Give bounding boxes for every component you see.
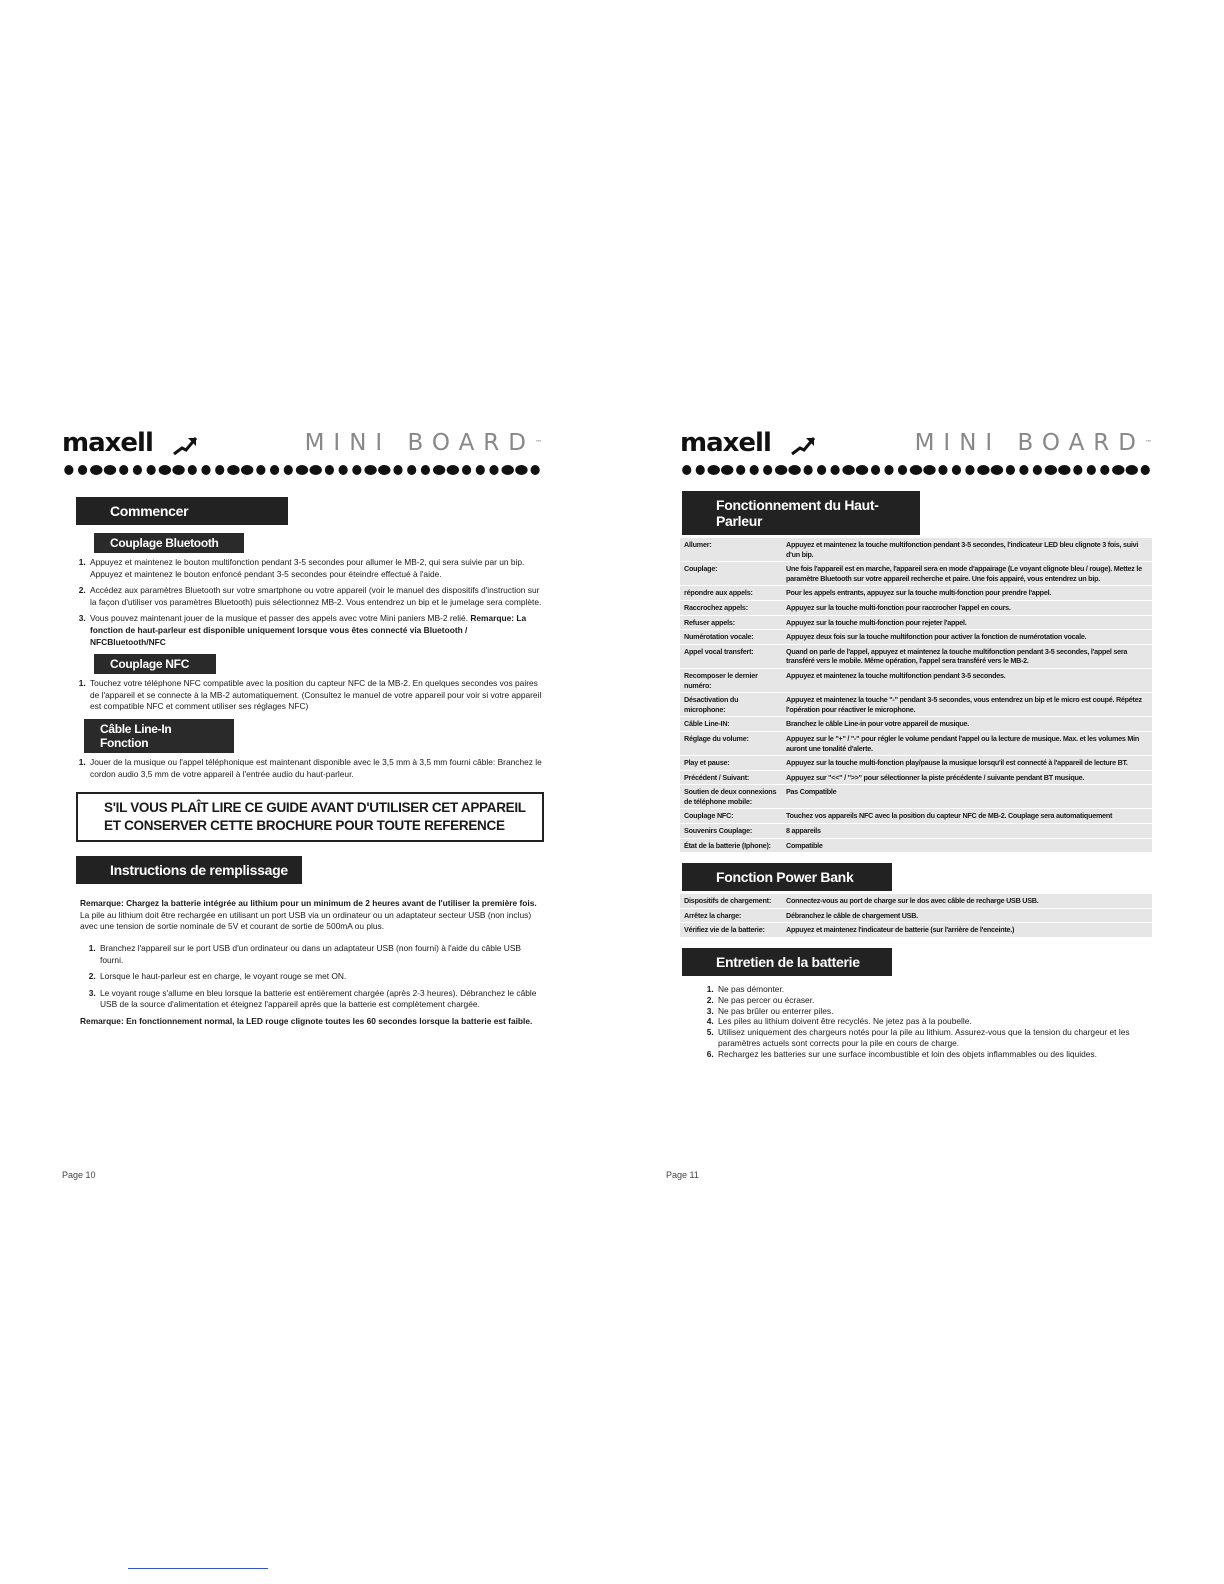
list-item: 3. Le voyant rouge s'allume en bleu lorsque la batterie est entièrement chargée (après 2-3 heures). Débranchez le câble USB de la source d'alimentation et éteignez l'appareil après que la batterie est complètement chargée. [98,988,542,1011]
list-item: 1. Ne pas démonter. [716,984,1152,995]
section-fill-instructions: Instructions de remplissage [76,856,302,884]
list-item: 6. Rechargez les batteries sur une surface incombustible et loin des objets inflammables ou des liquides. [716,1049,1152,1060]
function-name: Play et pause: [680,756,782,770]
decorative-dot [842,465,854,475]
function-name: État de la batterie (Iphone): [680,839,782,853]
decorative-dot [1033,465,1042,475]
function-description: Quand on parle de l'appel, appuyez et maintenez la touche multifonction pendant 3-5 secondes, l'appel sera transféré vers le mobile. Même opération, l'appel sera transféré vers le MB-2. [782,645,1152,668]
left-page [62,428,542,1027]
decorative-dot [462,465,471,475]
table-row [680,645,1152,668]
decorative-dot [90,465,102,475]
table-row [680,923,1152,937]
function-name: Numérotation vocale: [680,630,782,644]
section-speaker: Fonctionnement du Haut-Parleur [682,491,920,535]
decorative-dot [1141,465,1150,475]
decorative-dot [763,465,772,475]
function-name: Soutien de deux connexions de téléphone mobile: [680,785,782,808]
table-row [680,538,1152,561]
decorative-dot [104,465,116,475]
decorative-dot [256,465,265,475]
decorative-dot [952,465,961,475]
bluetooth-steps [62,557,542,648]
function-name: Couplage: [680,562,782,585]
function-name: Précédent / Suivant: [680,771,782,785]
decorative-dot [215,465,224,475]
function-name: Arrêtez la charge: [680,909,782,923]
decorative-dot [119,465,128,475]
function-description: Appuyez sur la touche multi-fonction play/pause la musique lorsqu'il est connecté à l'appareil de lecture BT. [782,756,1152,770]
read-guide-notice: S'IL VOUS PLAÎT LIRE CE GUIDE AVANT D'UTILISER CET APPAREIL ET CONSERVER CETTE BROCHURE POUR TOUTE REFERENCE [76,792,544,842]
table-row [680,771,1152,785]
table-row [680,601,1152,615]
powerbank-table [680,893,1152,938]
decorative-dot [721,465,733,475]
maxell-logo-icon [790,434,816,456]
decorative-dot [977,465,989,475]
list-item: 1. Jouer de la musique ou l'appel téléphonique est maintenant disponible avec le 3,5 mm à 3,5 mm fourni câble: Branchez le cordon audio 3,5 mm de votre appareil à l'entrée audio du haut-parleur. [88,757,542,780]
function-description: Touchez vos appareils NFC avec la position du capteur NFC de MB-2. Couplage sera automatiquement [782,809,1152,823]
decorative-dot [172,465,184,475]
function-name: Refuser appels: [680,616,782,630]
decorative-dot [871,465,880,475]
decorative-dot [1045,465,1057,475]
function-description: Appuyez et maintenez la touche "-" pendant 3-5 secondes, vous entendrez un bip et le micro est coupé. Répétez l'opération pour réactiver le microphone. [782,693,1152,716]
decorative-dot [378,465,390,475]
decorative-dot [817,465,826,475]
decorative-dot [1087,465,1096,475]
decorative-dot [133,465,142,475]
list-item: 1. Touchez votre téléphone NFC compatible avec la position du capteur NFC de la MB-2. En quelques secondes vos paires de l'appareil et se connecte à la MB-2 automatiquement. (Consultez le manuel de votre appareil pour voir si votre appareil est compatible NFC et comment utiliser ses réglages NFC) [88,678,542,713]
decorative-dot [339,465,348,475]
decorative-dot [364,465,376,475]
decorative-dot [433,465,445,475]
table-row [680,785,1152,808]
decorative-dot [1112,465,1124,475]
list-item: 4. Les piles au lithium doivent être recyclés. Ne jetez pas à la poubelle. [716,1016,1152,1027]
decorative-dot [64,465,73,475]
decorative-dot [270,465,279,475]
decorative-dot [804,465,813,475]
decorative-dot [284,465,293,475]
decorative-dot [531,465,540,475]
decorative-dot [775,465,787,475]
decorative-dot [788,465,800,475]
decorative-dot [1100,465,1109,475]
dots-divider [62,463,542,477]
table-row [680,824,1152,838]
table-row [680,732,1152,755]
fill-note: Remarque: Chargez la batterie intégrée au lithium pour un minimum de 2 heures avant de l'utiliser la première fois. La pile au lithium doit être rechargée en utilisant un port USB via un ordinateur ou un adaptateur secteur USB (non inclus) avec une tension de sortie nominale de 5V et courant de sortie de 500mA ou plus. [80,898,537,932]
function-description: 8 appareils [782,824,1152,838]
function-description: Appuyez et maintenez la touche multifonction pendant 3-5 secondes, l'indicateur LED bleu clignote 3 fois, suivi d'un bip. [782,538,1152,561]
divider [128,1568,268,1569]
decorative-dot [1073,465,1082,475]
function-name: Couplage NFC: [680,809,782,823]
table-row [680,909,1152,923]
right-page [680,428,1152,1060]
decorative-dot [884,465,893,475]
function-description: Appuyez sur la touche multi-fonction pour raccrocher l'appel en cours. [782,601,1152,615]
table-row [680,839,1152,853]
decorative-dot [1058,465,1070,475]
decorative-dot [325,465,334,475]
decorative-dot [296,465,308,475]
decorative-dot [1019,465,1028,475]
maxell-logo-icon [172,434,198,456]
section-commencer: Commencer [76,497,288,525]
decorative-dot [856,465,868,475]
function-description: Connectez-vous au port de charge sur le dos avec câble de recharge USB USB. [782,894,1152,908]
list-item: 3. Ne pas brûler ou enterrer piles. [716,1006,1152,1017]
decorative-dot [489,465,498,475]
table-row [680,693,1152,716]
list-item: 2. Lorsque le haut-parleur est en charge, le voyant rouge se met ON. [98,971,542,983]
decorative-dot [227,465,239,475]
list-item: 5. Utilisez uniquement des chargeurs notés pour la pile au lithium. Assurez-vous que la tension du chargeur et les paramètres actuels sont corrects pour la pile en cours de charge. [716,1027,1152,1049]
function-name: Réglage du volume: [680,732,782,755]
product-title: MINI BOARD™ [914,430,1152,456]
fill-steps [62,943,542,1011]
decorative-dot [352,465,361,475]
function-name: Raccrochez appels: [680,601,782,615]
function-name: Souvenirs Couplage: [680,824,782,838]
decorative-dot [201,465,210,475]
function-description: Appuyez sur la touche multi-fonction pour rejeter l'appel. [782,616,1152,630]
function-description: Une fois l'appareil est en marche, l'appareil sera en mode d'appairage (Le voyant clignote bleu / rouge). Mettez le paramètre Bluetooth sur votre appareil recherche et paire. Une fois appairé, vous entendrez un bip. [782,562,1152,585]
function-name: Recomposer le dernier numéro: [680,669,782,692]
table-row [680,616,1152,630]
decorative-dot [421,465,430,475]
product-title: MINI BOARD™ [304,430,542,456]
decorative-dot [830,465,839,475]
decorative-dot [696,465,705,475]
function-description: Pour les appels entrants, appuyez sur la touche multi-fonction pour prendre l'appel. [782,586,1152,600]
decorative-dot [910,465,922,475]
section-battery: Entretien de la batterie [682,948,892,976]
function-description: Appuyez et maintenez l'indicateur de batterie (sur l'arrière de l'enceinte.) [782,923,1152,937]
decorative-dot [938,465,947,475]
page-header [680,428,1152,460]
decorative-dot [147,465,156,475]
decorative-dot [310,465,322,475]
decorative-dot [476,465,485,475]
nfc-steps [62,678,542,713]
decorative-dot [923,465,935,475]
decorative-dot [447,465,459,475]
function-description: Branchez le câble Line-in pour votre appareil de musique. [782,717,1152,731]
decorative-dot [502,465,514,475]
maxell-logo: maxell [680,428,771,458]
section-powerbank: Fonction Power Bank [682,863,892,891]
function-name: Vérifiez vie de la batterie: [680,923,782,937]
table-row [680,669,1152,692]
function-name: Dispositifs de chargement: [680,894,782,908]
function-name: répondre aux appels: [680,586,782,600]
page-header [62,428,542,460]
speaker-functions-table [680,537,1152,853]
decorative-dot [241,465,253,475]
decorative-dot [1126,465,1138,475]
decorative-dot [407,465,416,475]
decorative-dot [965,465,974,475]
table-row [680,756,1152,770]
table-row [680,809,1152,823]
list-item: 2. Ne pas percer ou écraser. [716,995,1152,1006]
table-row [680,630,1152,644]
table-row [680,894,1152,908]
table-row [680,586,1152,600]
decorative-dot [750,465,759,475]
decorative-dot [708,465,720,475]
decorative-dot [736,465,745,475]
function-description: Débranchez le câble de chargement USB. [782,909,1152,923]
decorative-dot [159,465,171,475]
decorative-dot [1006,465,1015,475]
list-item: 1. Appuyez et maintenez le bouton multifonction pendant 3-5 secondes pour allumer le MB-2, qui sera suivie par un bip. Appuyez et maintenez le bouton enfoncé pendant 3-5 secondes pour éteindre effectué à l'aide. [88,557,542,580]
subsection-linein: Câble Line-In Fonction [84,719,234,753]
decorative-dot [682,465,691,475]
subsection-nfc: Couplage NFC [94,654,216,674]
list-item: 1. Branchez l'appareil sur le port USB d'un ordinateur ou dans un adaptateur USB (non fourni) à l'aide du câble USB fourni. [98,943,542,966]
decorative-dot [393,465,402,475]
function-name: Allumer: [680,538,782,561]
list-item: 3. Vous pouvez maintenant jouer de la musique et passer des appels avec votre Mini paniers MB-2 relié. Remarque: La fonction de haut-parleur est disponible uniquement lorsque vous êtes connecté via Bluetooth / NFCBluetooth/NFC [88,613,542,648]
function-name: Appel vocal transfert: [680,645,782,668]
list-item: 2. Accédez aux paramètres Bluetooth sur votre smartphone ou votre appareil (voir le manuel des dispositifs d'instruction sur la façon d'utiliser vos paramètres Bluetooth) puis sélectionnez MB-2. Vous entendrez un bip et le jumelage sera complète. [88,585,542,608]
dots-divider [680,463,1152,477]
page-number: Page 11 [666,1170,699,1180]
maxell-logo: maxell [62,428,153,458]
battery-steps [680,984,1152,1060]
decorative-dot [188,465,197,475]
decorative-dot [991,465,1003,475]
table-row [680,562,1152,585]
function-description: Appuyez et maintenez la touche multifonction pendant 3-5 secondes. [782,669,1152,692]
page-number: Page 10 [62,1170,96,1180]
table-row [680,717,1152,731]
function-description: Compatible [782,839,1152,853]
subsection-bluetooth: Couplage Bluetooth [94,533,244,553]
linein-steps [62,757,542,780]
decorative-dot [78,465,87,475]
function-description: Appuyez sur le "+" / "-" pour régler le volume pendant l'appel ou la lecture de musique. Max. et les volumes Min auront une tonalité d'alerte. [782,732,1152,755]
decorative-dot [898,465,907,475]
function-name: Câble Line-IN: [680,717,782,731]
decorative-dot [515,465,527,475]
function-description: Appuyez deux fois sur la touche multifonction pour activer la fonction de numérotation vocale. [782,630,1152,644]
fill-final-note: Remarque: En fonctionnement normal, la LED rouge clignote toutes les 60 secondes lorsque la batterie est faible. [80,1015,533,1026]
function-name: Désactivation du microphone: [680,693,782,716]
function-description: Pas Compatible [782,785,1152,808]
function-description: Appuyez sur "<<" / ">>" pour sélectionner la piste précédente / suivante pendant BT musique. [782,771,1152,785]
